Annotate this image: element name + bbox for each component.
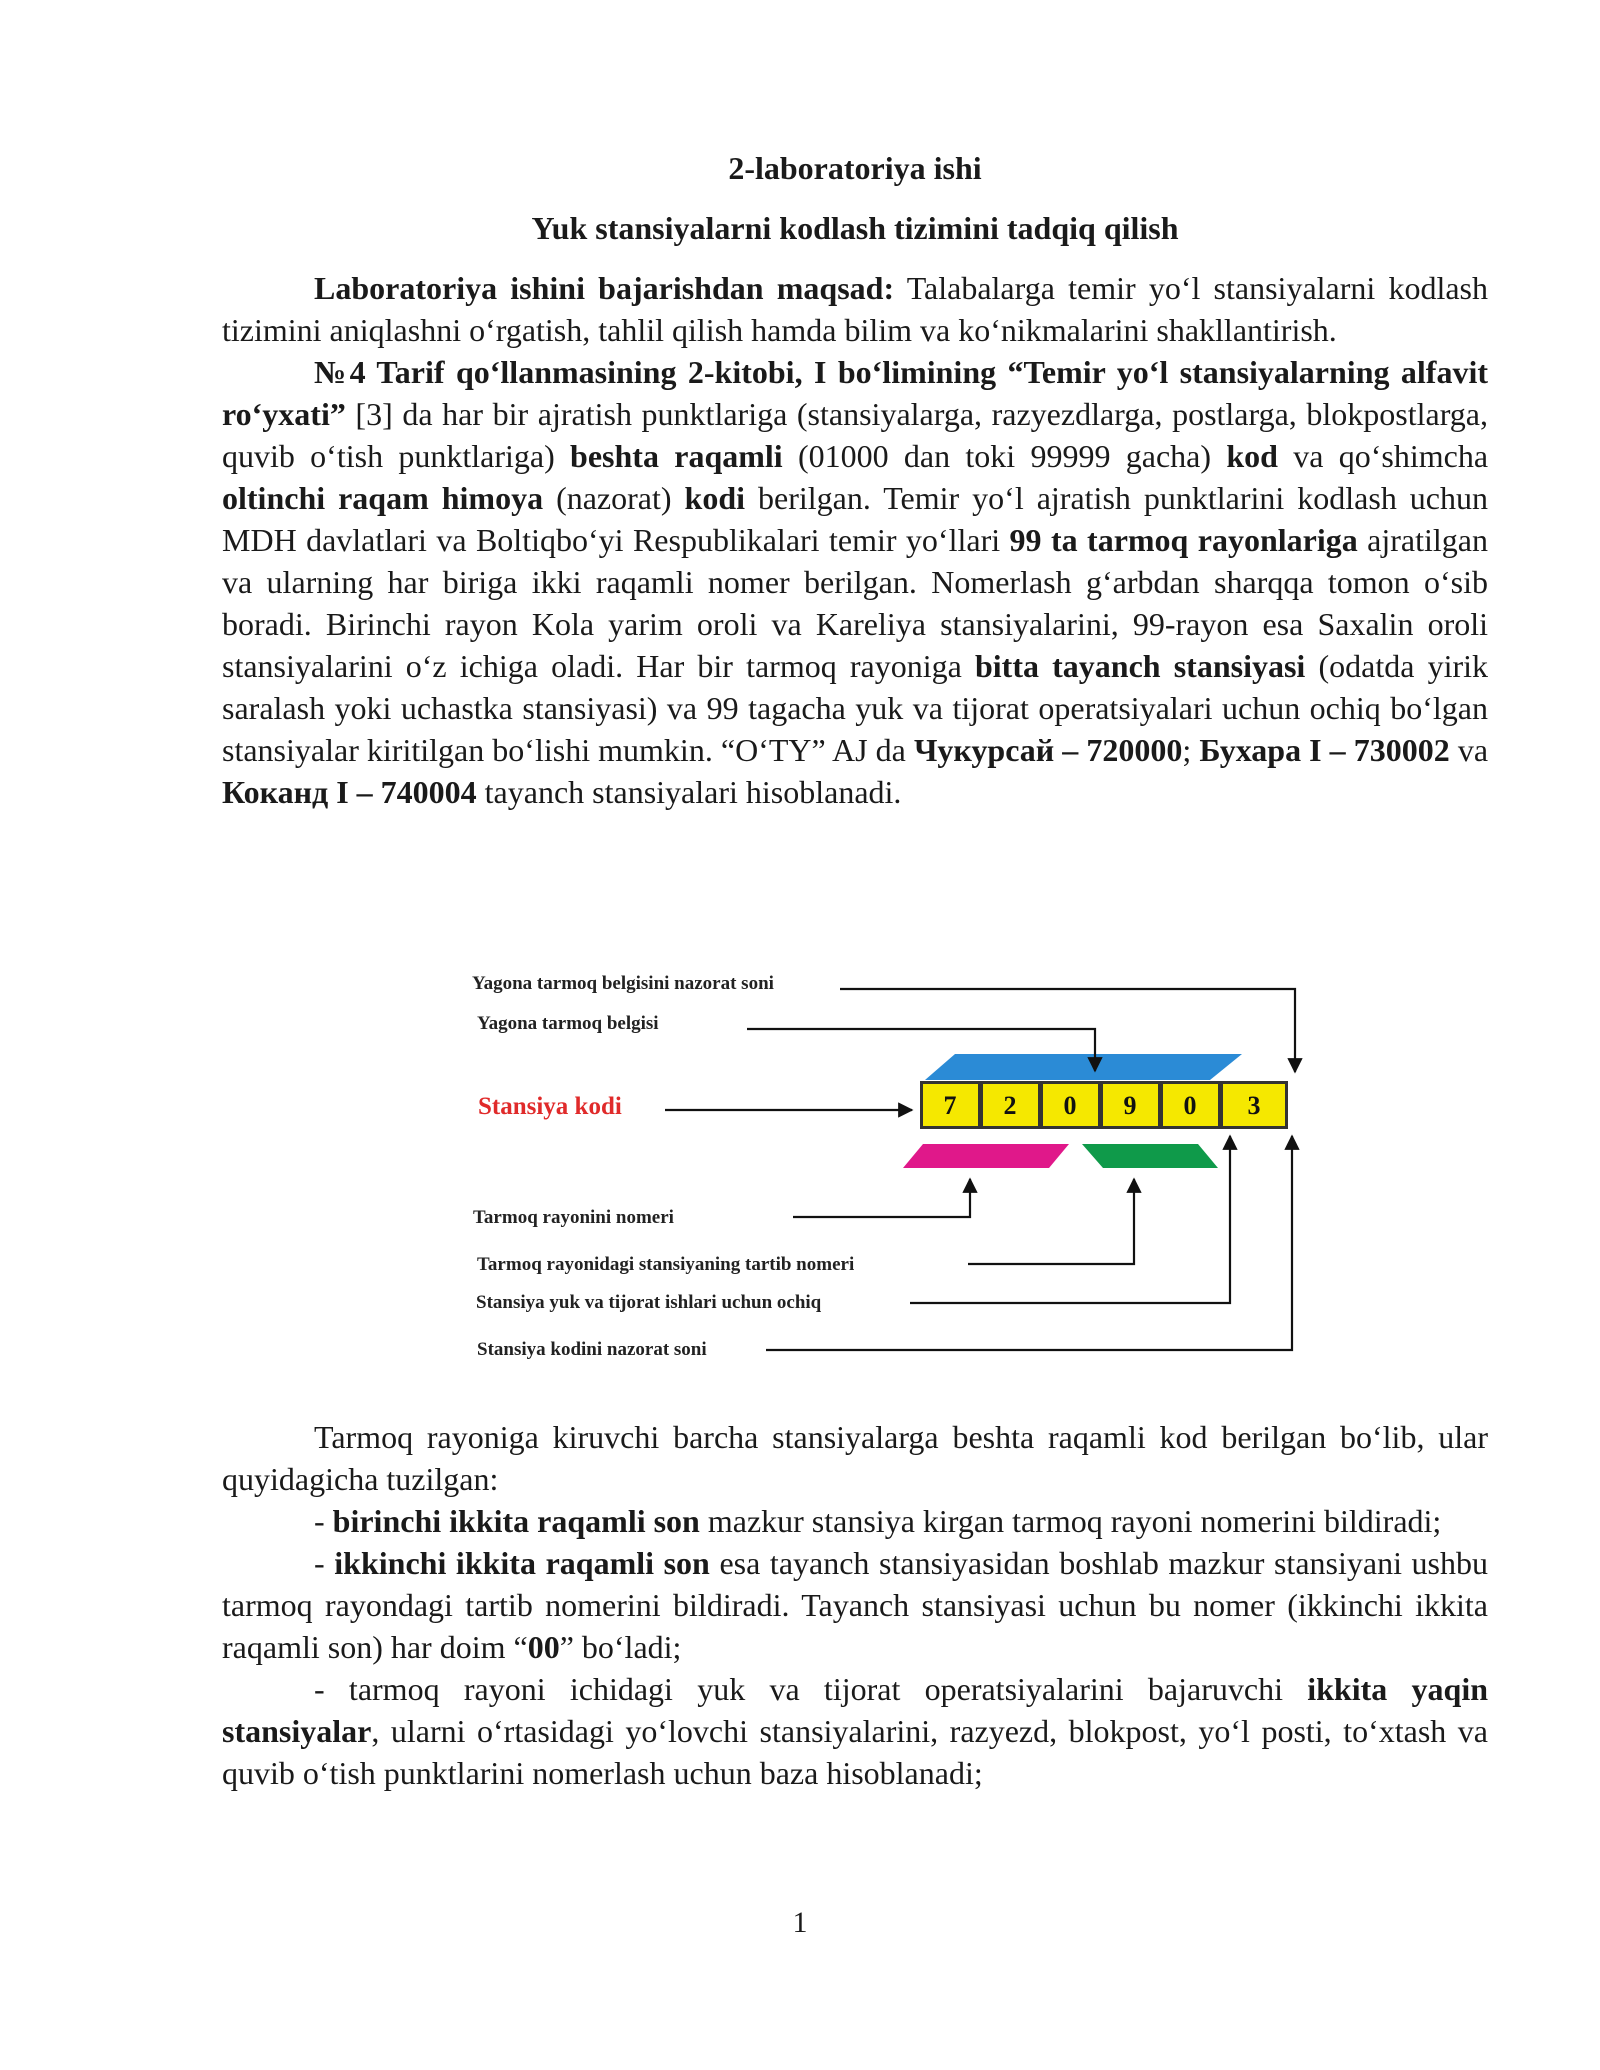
bold-run: ikkita yaqin stansiyalar	[222, 1671, 1488, 1749]
reference-title: №4 Tarif qo‘llanmasining 2-kitobi, I bo‘limining “Temir yo‘l stansiyalarning alfavit ro‘yxati”	[222, 354, 1488, 432]
station-order-bracket	[1082, 1144, 1218, 1168]
list-item-1	[222, 1500, 1488, 1542]
codes-paragraph	[222, 351, 1488, 813]
label-control-single: Yagona tarmoq belgisini nazorat soni	[472, 973, 774, 994]
bold-run: kodi	[684, 480, 746, 516]
digit-5: 0	[1183, 1091, 1197, 1120]
digit-3: 0	[1063, 1091, 1077, 1120]
goal-text: Talabalarga temir yo‘l stansiyalarni kodlash tizimini aniqlashni o‘rgatish, tahlil qilish hamda bilim va ko‘nikmalarini shakllantirish.	[222, 270, 1489, 348]
text-run: (odatda yirik saralash yoki uchastka stansiyasi) va 99 tagacha yuk va tijorat operatsiyalari uchun ochiq bo‘lgan stansiyalar kiritilgan bo‘lishi mumkin. “O‘TY” AJ da	[222, 648, 1489, 768]
goal-paragraph	[222, 267, 1488, 351]
text-run: ajratilgan va ularning har biriga ikki raqamli nomer berilgan. Nomerlash g‘arbdan sharqqa tomon o‘sib boradi. Birinchi rayon Kola yarim oroli va Kareliya stansiyalarini, 99-rayon esa Saxalin oroli stansiyalarini o‘z ichiga oladi. Har bir tarmoq rayoniga	[222, 522, 1489, 684]
digit-6: 3	[1247, 1091, 1261, 1120]
bold-run: ikkinchi ikkita raqamli son	[334, 1545, 710, 1581]
bold-run: Чукурсай – 720000	[913, 732, 1183, 768]
arrow-code-control	[766, 1136, 1292, 1350]
bold-run: beshta raqamli	[570, 438, 783, 474]
region-number-bracket	[903, 1144, 1069, 1168]
dash: -	[314, 1503, 333, 1539]
text-run: ;	[1182, 732, 1200, 768]
text-run: - tarmoq rayoni ichidagi yuk va tijorat operatsiyalarini bajaruvchi	[314, 1671, 1308, 1707]
label-station-order: Tarmoq rayonidagi stansiyaning tartib nomeri	[477, 1254, 855, 1275]
label-station-code: Stansiya kodi	[478, 1093, 622, 1120]
label-region-number: Tarmoq rayonini nomeri	[473, 1207, 674, 1228]
bold-run: Бухара I – 730002	[1199, 732, 1450, 768]
page-number: 1	[792, 1906, 808, 1939]
label-open-station: Stansiya yuk va tijorat ishlari uchun ochiq	[476, 1292, 822, 1313]
dash: -	[314, 1545, 335, 1581]
bold-run: 00	[527, 1629, 560, 1665]
text-run: va	[1449, 732, 1489, 768]
list-item-2	[222, 1542, 1488, 1668]
digit-cells	[923, 1084, 1285, 1126]
text-run: va qo‘shimcha	[1277, 438, 1489, 474]
station-code-diagram	[460, 972, 1340, 1382]
list-item-3	[222, 1668, 1488, 1794]
lab-subtitle: Yuk stansiyalarni kodlash tizimini tadqiq qilish	[531, 210, 1179, 246]
bold-run: bitta tayanch stansiyasi	[974, 648, 1306, 684]
text-run: tayanch stansiyalari hisoblanadi.	[476, 774, 902, 810]
digit-2: 2	[1003, 1091, 1017, 1120]
text-run: mazkur stansiya kirgan tarmoq rayoni nomerini bildiradi;	[699, 1503, 1442, 1539]
structure-block	[222, 1416, 1488, 1794]
bold-run: kod	[1226, 438, 1278, 474]
arrow-station-order	[968, 1179, 1134, 1264]
digit-4: 9	[1123, 1091, 1137, 1120]
text-run: (nazorat)	[543, 480, 685, 516]
bold-run: Коканд I – 740004	[222, 774, 477, 810]
text-run: , ularni o‘rtasidagi yo‘lovchi stansiyalarini, razyezd, blokpost, yo‘l posti, to‘xtash va quvib o‘tish punktlarini nomerlash uchun baza hisoblanadi;	[222, 1713, 1488, 1791]
bold-run: birinchi ikkita raqamli son	[332, 1503, 700, 1539]
bold-run: oltinchi raqam himoya	[222, 480, 544, 516]
structure-intro: Tarmoq rayoniga kiruvchi barcha stansiyalarga beshta raqamli kod berilgan bo‘lib, ular quyidagicha tuzilgan:	[222, 1419, 1488, 1497]
text-run: (01000 dan toki 99999 gacha)	[782, 438, 1227, 474]
text-run: berilgan. Temir yo‘l ajratish punktlarini kodlash uchun MDH davlatlari va Boltiqbo‘yi Respublikalari temir yo‘llari	[222, 480, 1489, 558]
single-sign-bracket	[925, 1054, 1242, 1080]
lab-title: 2-laboratoriya ishi	[728, 150, 982, 186]
bold-run: 99 ta tarmoq rayonlariga	[1009, 522, 1358, 558]
text-run: [3] da har bir ajratish punktlariga (stansiyalarga, razyezdlarga, postlarga, blokpostlarga, quvib o‘tish punktlariga)	[222, 396, 1488, 474]
text-run: esa tayanch stansiyasidan boshlab mazkur stansiyani ushbu tarmoq rayondagi tartib nomerini bildiradi. Tayanch stansiyasi uchun bu nomer (ikkinchi ikkita raqamli son) har doim “	[222, 1545, 1489, 1665]
digit-1: 7	[943, 1091, 957, 1120]
label-code-control: Stansiya kodini nazorat soni	[477, 1339, 707, 1360]
arrow-region-number	[793, 1179, 970, 1217]
goal-label: Laboratoriya ishini bajarishdan maqsad:	[314, 270, 895, 306]
label-single-sign: Yagona tarmoq belgisi	[477, 1013, 659, 1034]
intro-block	[222, 267, 1488, 813]
text-run: ” bo‘ladi;	[559, 1629, 682, 1665]
